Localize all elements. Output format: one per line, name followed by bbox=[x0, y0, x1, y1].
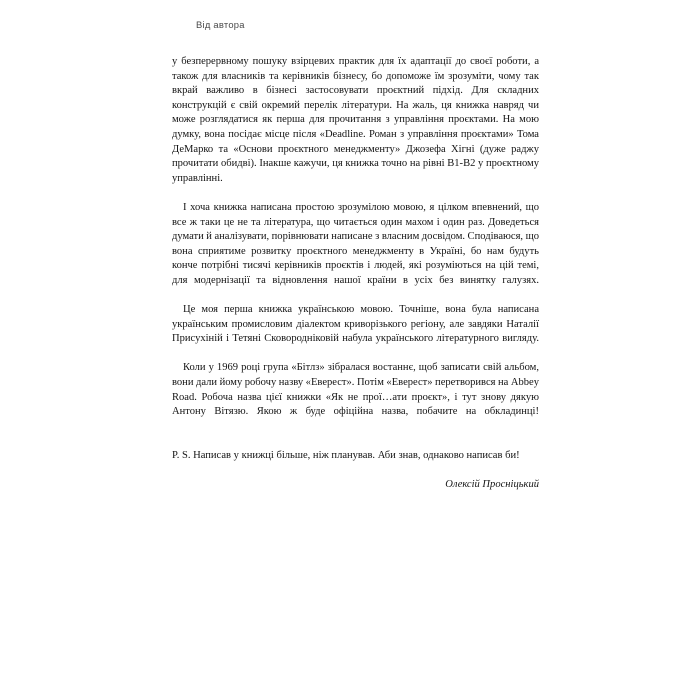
postscript-note: P. S. Написав у книжці більше, ніж планував. Аби знав, однаково написав би! bbox=[172, 450, 520, 462]
paragraph-beatles: Коли у 1969 році група «Бітлз» зібралася востаннє, щоб записати свій альбом, вони дали йому робочу назву «Еверест». Потім «Еверест» перетворився на Abbey Road. Робоча назва цієї книжки «Як не прої…ати проєкт», і тут знову дякую Антону Вітязю. Якою ж буде офіційна назва, побачите на обкладинці! bbox=[172, 362, 539, 418]
paragraph-spacer bbox=[172, 434, 539, 449]
paragraph-ukrainian: Це моя перша книжка українською мовою. Точніше, вона була написана українським промисловим діалектом криворізького регіону, але завдяки Наталії Присухіній і Тетяні Сковородніковій набула українського літературного вигляду. bbox=[172, 304, 539, 345]
paragraph-continuation: у безперервному пошуку взірцевих практик для їх адаптації до своєї роботи, а також для власників та керівників бізнесу, бо допоможе їм зрозуміти, чому так вкрай важливо в бізнесі застосовувати проєктний підхід. Для складних конструкцій є свій окремий перелік літератури. На жаль, ця книжка навряд чи може розглядатися як перша для прочитання з управління проєктами. На мою думку, вона посідає місце після «Deadline. Роман з управління проєктами» Тома ДеМарко та «Основи проєктного менеджменту» Джозефа Хігні (дуже раджу прочитати обидві). Інакше кажучи, ця книжка точно на рівні B1-B2 у проєктному управлінні. bbox=[172, 56, 539, 184]
running-head-chapter-title: Від автора bbox=[196, 19, 245, 30]
body-text-column bbox=[172, 55, 539, 493]
author-signature: Олексій Просніцький bbox=[445, 479, 539, 491]
paragraph-language-level: І хоча книжка написана простою зрозумілою мовою, я цілком впевнений, що все ж таки це не та література, що читається один махом і один раз. Доведеться думати й аналізувати, порівнювати написане з власним досвідом. Сподіваюся, що вона сприятиме розвитку проєктного менеджменту в Україні, бо нам будуть конче потрібні тисячі керівників проєктів і людей, які розуміються на цій темі, для модернізації та відновлення нашої країни в усіх без винятку галузях. bbox=[172, 201, 539, 286]
